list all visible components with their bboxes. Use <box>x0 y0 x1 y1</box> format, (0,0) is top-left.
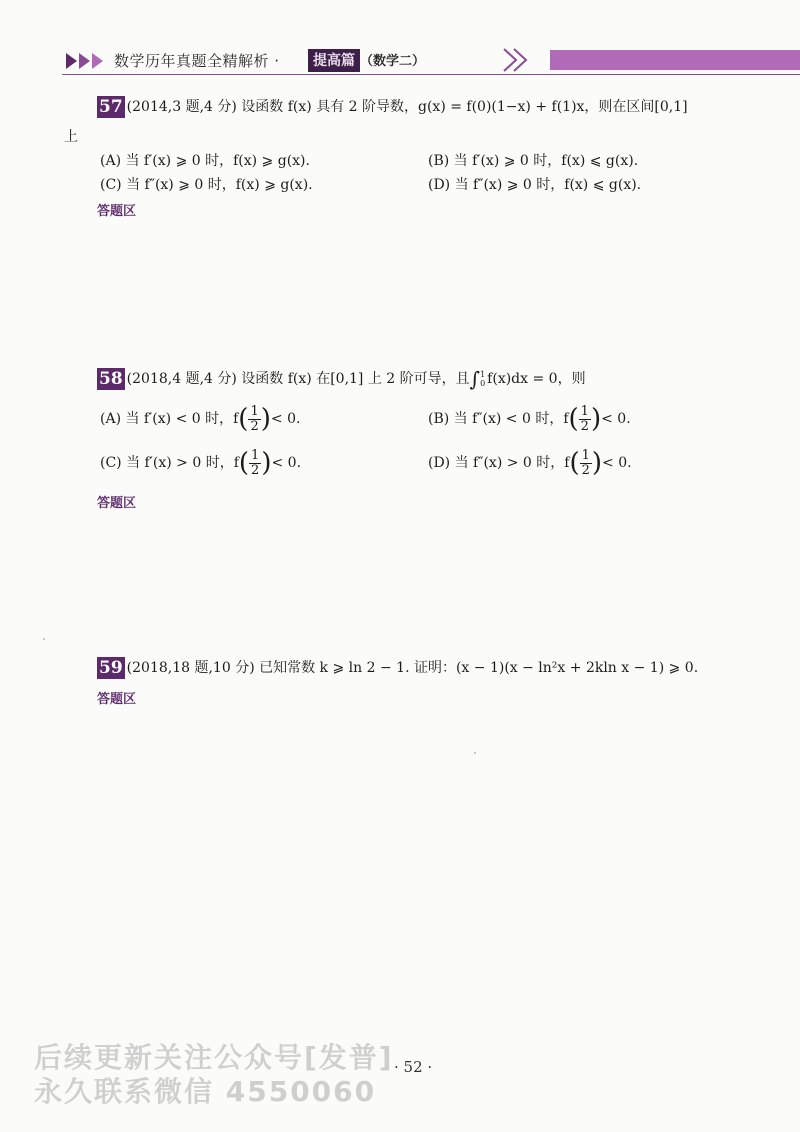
option-d: (D) 当 f″(x) ⩾ 0 时，f(x) ⩽ g(x). <box>428 177 642 193</box>
option-b: (B) 当 f′(x) ⩾ 0 时，f(x) ⩽ g(x). <box>428 153 639 169</box>
question-text: 设函数 f(x) 具有 2 阶导数，g(x) = f(0)(1−x) + f(1)x，则在区间[0,1] <box>241 99 688 115</box>
answer-area-label: 答题区 <box>97 692 137 707</box>
question-text: 设函数 f(x) 在[0,1] 上 2 阶可导，且 <box>241 371 470 387</box>
page-header <box>62 44 800 78</box>
option-a: (A) 当 f′(x) < 0 时，f( $\frac{1}{2}$ )< 0. <box>100 403 301 434</box>
book-title: 数学历年真题全精解析 · <box>114 52 280 70</box>
fraction-one-half: $\frac{1}{2}$ <box>581 447 590 478</box>
fraction-one-half: $\frac{1}{2}$ <box>251 447 260 478</box>
option-b: (B) 当 f″(x) < 0 时，f( $\frac{1}{2}$ )< 0. <box>428 403 631 434</box>
question-57 <box>97 96 688 118</box>
question-text-tail: f(x)dx = 0，则 <box>487 371 586 387</box>
scan-speck <box>474 752 476 754</box>
question-continuation: 上 <box>64 129 78 145</box>
scan-speck <box>43 638 45 640</box>
volume-badge: 提高篇 <box>308 49 360 72</box>
question-number: 57 <box>99 97 123 117</box>
question-text: 已知常数 k ⩾ ln 2 − 1. 证明：(x − 1)(x − ln²x + 2kln x − 1) ⩾ 0. <box>259 660 699 676</box>
option-c: (C) 当 f″(x) ⩾ 0 时，f(x) ⩾ g(x). <box>100 177 313 193</box>
header-band <box>550 50 800 70</box>
integral-sign: ∫ <box>469 367 481 391</box>
question-59 <box>97 657 698 679</box>
integral-limits: 1 0 <box>480 370 486 388</box>
question-source: (2014,3 题,4 分) <box>126 99 237 115</box>
header-rule <box>62 74 800 75</box>
fraction-one-half: $\frac{1}{2}$ <box>250 403 259 434</box>
question-number: 59 <box>99 658 123 678</box>
page-number: · 52 · <box>394 1058 433 1076</box>
chevron-double-icon <box>500 47 550 73</box>
question-source: (2018,4 题,4 分) <box>126 371 237 387</box>
option-d: (D) 当 f″(x) > 0 时，f( $\frac{1}{2}$ )< 0. <box>428 447 632 478</box>
answer-area-label: 答题区 <box>97 204 137 219</box>
answer-area-label: 答题区 <box>97 496 137 511</box>
question-58 <box>97 368 586 390</box>
watermark-line-1: 后续更新关注公众号[发普] <box>34 1041 394 1074</box>
play-arrows-icon <box>66 53 106 69</box>
watermark-line-2: 永久联系微信 4550060 <box>34 1075 377 1108</box>
option-a: (A) 当 f′(x) ⩾ 0 时，f(x) ⩾ g(x). <box>100 153 310 169</box>
option-c: (C) 当 f′(x) > 0 时，f( $\frac{1}{2}$ )< 0. <box>100 447 302 478</box>
fraction-one-half: $\frac{1}{2}$ <box>580 403 589 434</box>
question-number: 58 <box>99 369 123 389</box>
question-source: (2018,18 题,10 分) <box>126 660 255 676</box>
book-subtitle: （数学二） <box>360 54 426 69</box>
